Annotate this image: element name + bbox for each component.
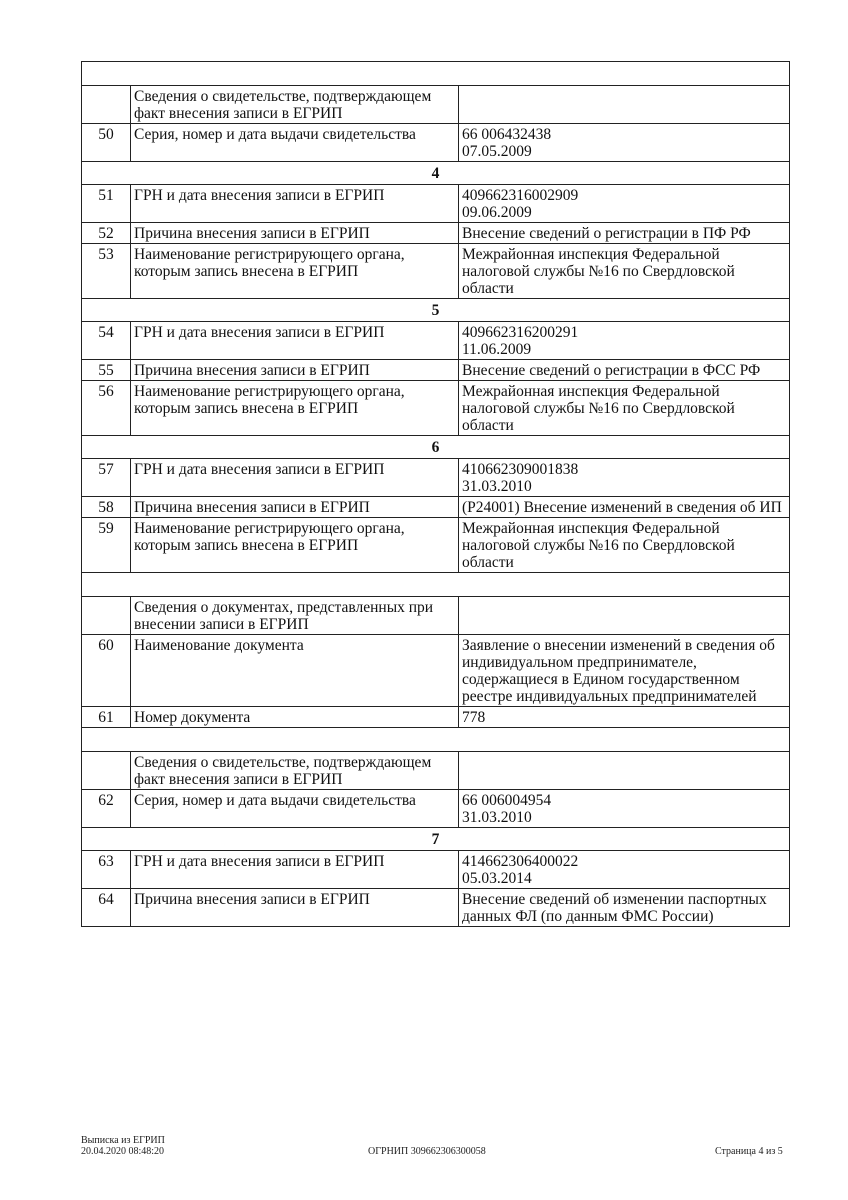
field-value-line: 09.06.2009 [462,204,532,221]
field-value [459,790,790,828]
table-row [82,360,790,381]
field-label: Причина внесения записи в ЕГРИП [131,223,459,244]
field-value [459,124,790,162]
field-value-line: 409662316002909 [462,187,579,204]
table-row [82,635,790,707]
field-value-line: (Р24001) Внесение изменений в сведения об ИП [462,499,782,516]
footer-left [81,1135,165,1157]
table-row [82,790,790,828]
row-number: 52 [82,223,131,244]
field-label: Причина внесения записи в ЕГРИП [131,889,459,927]
row-number: 64 [82,889,131,927]
table-row [82,497,790,518]
section-number: 6 [82,436,790,459]
subsection-header-row [82,752,790,790]
field-label: Наименование регистрирующего органа, которым запись внесена в ЕГРИП [131,381,459,436]
field-value [459,223,790,244]
field-label: Причина внесения записи в ЕГРИП [131,497,459,518]
field-value [459,459,790,497]
section-number: 5 [82,299,790,322]
field-value-line: 66 006432438 [462,126,552,143]
section-header-row [82,436,790,459]
table-row [82,381,790,436]
field-value [459,518,790,573]
table-row [82,244,790,299]
field-value-line: 409662316200291 [462,324,579,341]
field-value [459,889,790,927]
footer-timestamp: 20.04.2020 08:48:20 [81,1146,165,1157]
field-label: Серия, номер и дата выдачи свидетельства [131,790,459,828]
field-value-line: 31.03.2010 [462,478,532,495]
row-number: 55 [82,360,131,381]
egrip-table-body [82,62,790,927]
field-value-line: Заявление о внесении изменений в сведения об индивидуальном предпринимателе, содержащиеся в Едином государственном реестре индивидуальных предпринимателей [462,637,775,705]
field-value [459,851,790,889]
empty-separator-row [82,728,790,752]
row-number: 61 [82,707,131,728]
row-number: 54 [82,322,131,360]
section-header-row [82,299,790,322]
field-label: ГРН и дата внесения записи в ЕГРИП [131,459,459,497]
field-value-line: Межрайонная инспекция Федеральной налоговой службы №16 по Свердловской области [462,383,735,434]
empty-separator-row [82,573,790,597]
value-cell [459,86,790,124]
field-label: Причина внесения записи в ЕГРИП [131,360,459,381]
row-number: 62 [82,790,131,828]
field-value [459,381,790,436]
row-number: 57 [82,459,131,497]
row-number: 60 [82,635,131,707]
table-row [82,185,790,223]
row-number: 58 [82,497,131,518]
field-value-line: 11.06.2009 [462,341,532,358]
field-value [459,635,790,707]
field-value-line: 778 [462,709,486,726]
row-number-cell [82,597,131,635]
row-number: 50 [82,124,131,162]
empty-cell [82,62,790,86]
footer-ogrnip: ОГРНИП 309662306300058 [368,1146,486,1157]
table-row [82,707,790,728]
empty-cell [82,573,790,597]
table-row [82,518,790,573]
row-number: 53 [82,244,131,299]
field-label: Номер документа [131,707,459,728]
section-number: 4 [82,162,790,185]
row-number: 56 [82,381,131,436]
row-number-cell [82,86,131,124]
field-value-line: Межрайонная инспекция Федеральной налоговой службы №16 по Свердловской области [462,520,735,571]
field-value-line: 07.05.2009 [462,143,532,160]
row-number: 59 [82,518,131,573]
table-row [82,889,790,927]
field-label: Серия, номер и дата выдачи свидетельства [131,124,459,162]
subsection-title: Сведения о свидетельстве, подтверждающем факт внесения записи в ЕГРИП [131,86,459,124]
field-value-line: Межрайонная инспекция Федеральной налоговой службы №16 по Свердловской области [462,246,735,297]
table-row [82,851,790,889]
field-value [459,322,790,360]
table-row [82,223,790,244]
row-number: 63 [82,851,131,889]
field-label: Наименование регистрирующего органа, которым запись внесена в ЕГРИП [131,518,459,573]
egrip-record-table [81,61,790,927]
field-label: ГРН и дата внесения записи в ЕГРИП [131,851,459,889]
field-label: Наименование регистрирующего органа, которым запись внесена в ЕГРИП [131,244,459,299]
field-value [459,497,790,518]
subsection-title: Сведения о документах, представленных при внесении записи в ЕГРИП [131,597,459,635]
section-header-row [82,828,790,851]
value-cell [459,597,790,635]
empty-separator-row [82,62,790,86]
field-value-line: 66 006004954 [462,792,552,809]
field-value-line: 05.03.2014 [462,870,532,887]
subsection-title: Сведения о свидетельстве, подтверждающем факт внесения записи в ЕГРИП [131,752,459,790]
empty-cell [82,728,790,752]
subsection-header-row [82,86,790,124]
field-value [459,360,790,381]
table-row [82,459,790,497]
field-value-line: 410662309001838 [462,461,579,478]
subsection-header-row [82,597,790,635]
field-value [459,244,790,299]
section-number: 7 [82,828,790,851]
section-header-row [82,162,790,185]
field-label: ГРН и дата внесения записи в ЕГРИП [131,322,459,360]
field-value-line: 31.03.2010 [462,809,532,826]
field-value-line: Внесение сведений об изменении паспортных данных ФЛ (по данным ФМС России) [462,891,767,925]
field-value-line: 414662306400022 [462,853,579,870]
table-row [82,124,790,162]
footer-doc-title: Выписка из ЕГРИП [81,1135,165,1146]
value-cell [459,752,790,790]
field-value-line: Внесение сведений о регистрации в ФСС РФ [462,362,761,379]
field-label: Наименование документа [131,635,459,707]
table-row [82,322,790,360]
row-number-cell [82,752,131,790]
field-value-line: Внесение сведений о регистрации в ПФ РФ [462,225,751,242]
row-number: 51 [82,185,131,223]
field-label: ГРН и дата внесения записи в ЕГРИП [131,185,459,223]
field-value [459,707,790,728]
field-value [459,185,790,223]
footer-page-number: Страница 4 из 5 [715,1146,783,1157]
